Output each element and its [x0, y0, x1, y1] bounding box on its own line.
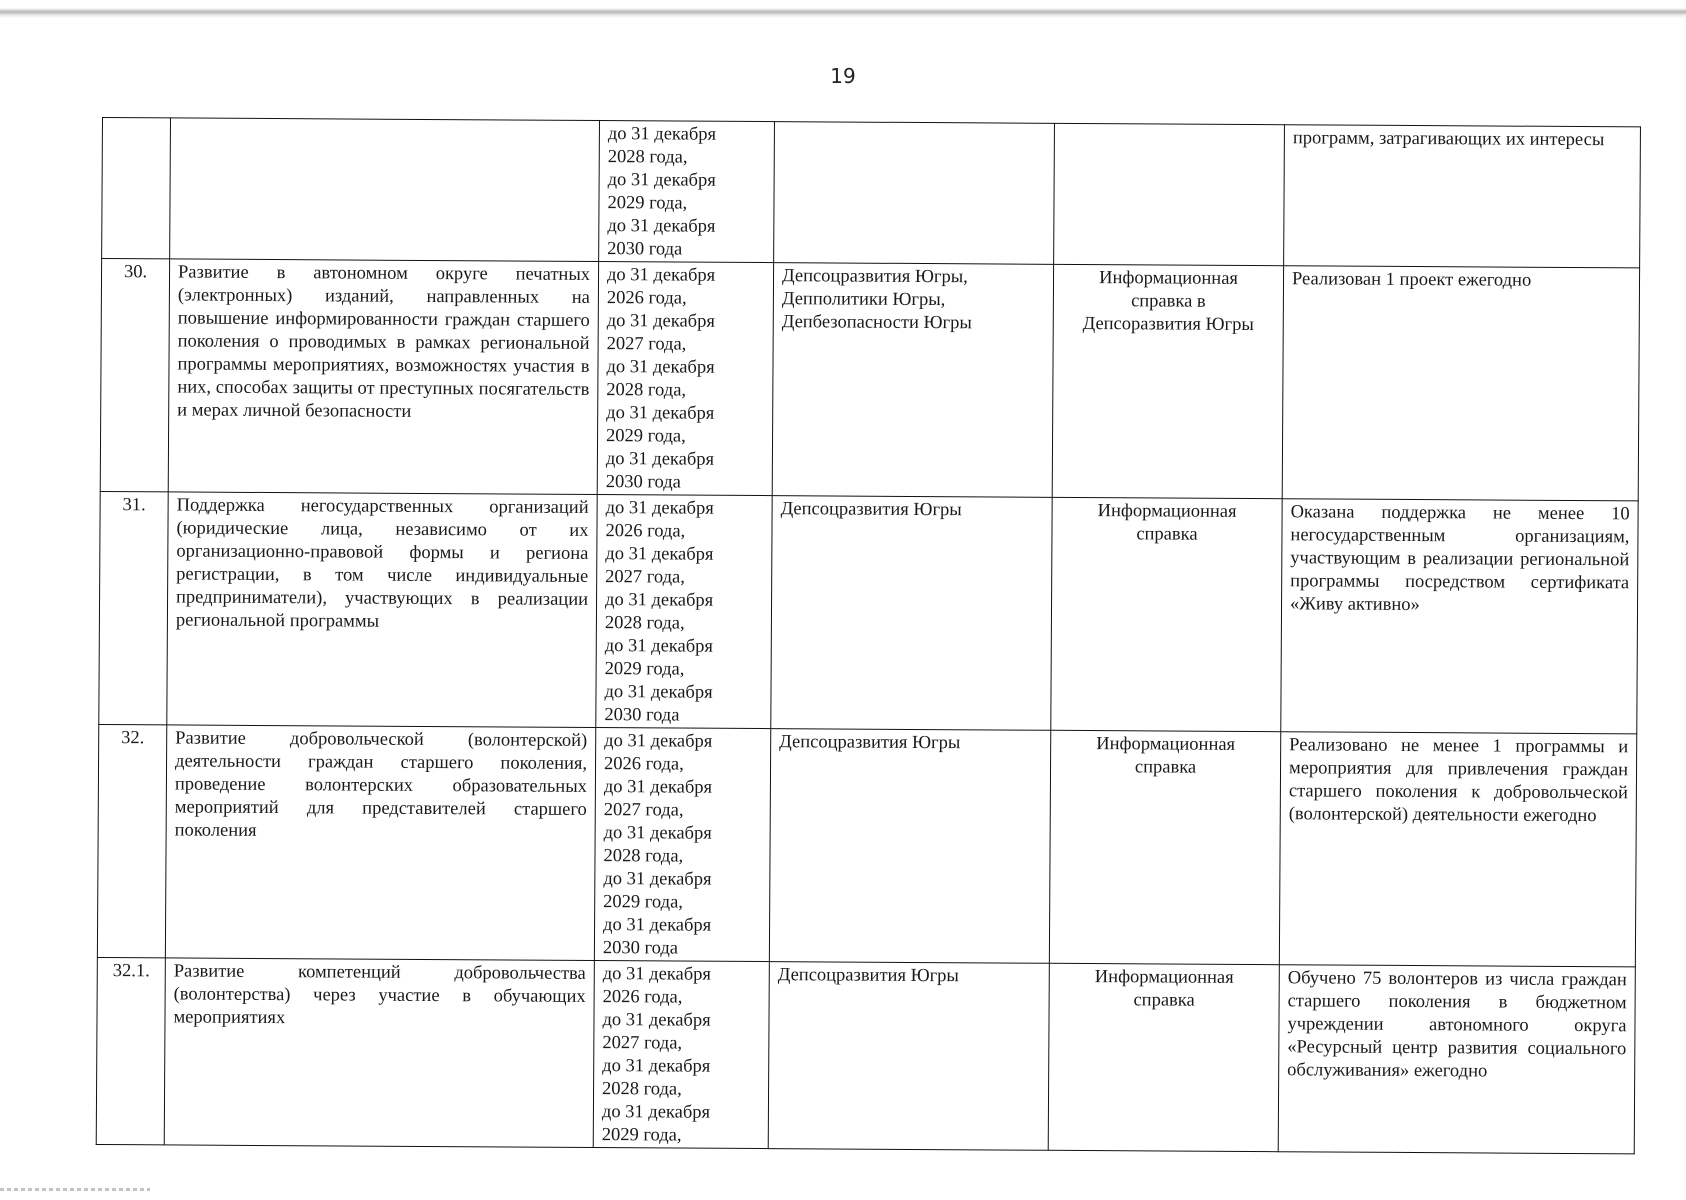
report-form-line: Информационная: [1099, 268, 1239, 289]
result-cell: Обучено 75 волонтеров из числа граждан старшего поколения в бюджетном учреждении автономного округа «Ресурсный центр развития социального обслуживания» ежегодно: [1278, 965, 1635, 1154]
deadline-line: до 31 декабря: [606, 357, 715, 378]
result-cell: Оказана поддержка не менее 10 негосударственным организациям, участвующим в реализации региональной программы посредством сертификата «Живу активно»: [1281, 499, 1638, 734]
row-number-cell: 30.: [100, 259, 169, 492]
deadline-cell: [599, 121, 775, 263]
activity-name-cell: Развитие в автономном округе печатных (электронных) изданий, направленных на повышение информированности граждан старшего поколения о проводимых в рамках региональной программы мероприятиях, возможностях участия в них, способах защиты от преступных посягательств и мерах личной безопасности: [168, 259, 598, 495]
result-cell: Реализовано не менее 1 программы и мероприятия для привлечения граждан старшего поколения к добровольческой (волонтерской) деятельности ежегодно: [1279, 732, 1636, 967]
table-row: [99, 491, 1638, 733]
deadline-line: до 31 декабря: [603, 823, 712, 844]
deadline-line: до 31 декабря: [607, 124, 717, 145]
report-form-line: справка: [1134, 757, 1197, 778]
activity-name-cell: [170, 118, 600, 262]
deadline-line: до 31 декабря: [604, 731, 713, 752]
scan-bottom-mark: [0, 1188, 150, 1191]
executor-line: Депбезопасности Югры: [781, 312, 972, 334]
executor-line: Депсоцразвития Югры: [777, 965, 959, 987]
executor-line: Депсоцразвития Югры: [779, 732, 961, 754]
deadline-line: до 31 декабря: [606, 265, 716, 286]
result-cell: программ, затрагивающих их интересы: [1284, 125, 1641, 268]
report-form-line: справка: [1133, 990, 1195, 1011]
deadline-line: 2029 года,: [607, 193, 688, 214]
result-cell: Реализован 1 проект ежегодно: [1282, 266, 1639, 501]
deadline-line: до 31 декабря: [605, 498, 714, 519]
executor-cell: [771, 496, 1052, 731]
deadline-line: 2027 года,: [602, 1033, 683, 1054]
report-form-line: Информационная: [1096, 734, 1236, 755]
executor-line: Депсоцразвития Югры: [780, 499, 962, 521]
deadline-cell: [594, 728, 770, 962]
table-row-continuation: [102, 118, 1641, 268]
report-form-cell: [1054, 123, 1285, 265]
deadline-line: 2027 года,: [603, 800, 684, 821]
table-row: [97, 724, 1636, 966]
deadline-line: 2027 года,: [605, 567, 685, 588]
activity-name-cell: Поддержка негосударственных организаций (юридические лица, независимо от их организационно-правовой формы и региона регистрации, в том числе индивидуальные предприниматели), участвующих в реализации региональной программы: [167, 492, 597, 728]
deadline-line: 2029 года,: [601, 1125, 682, 1146]
deadline-line: 2026 года,: [603, 754, 684, 775]
activity-name-cell: Развитие добровольческой (волонтерской) деятельности граждан старшего поколения, проведение волонтерских образовательных мероприятий для представителей старшего поколения: [165, 725, 595, 961]
deadline-line: 2029 года,: [605, 426, 686, 447]
table-row: [100, 259, 1639, 501]
deadline-line: 2028 года,: [603, 846, 684, 867]
deadline-line: до 31 декабря: [607, 216, 716, 237]
deadline-cell: [597, 262, 773, 496]
executor-cell: [772, 263, 1053, 498]
deadline-line: до 31 декабря: [603, 869, 712, 890]
table-row: [96, 957, 1635, 1153]
report-form-line: справка: [1136, 524, 1198, 545]
deadline-line: 2028 года,: [607, 147, 688, 168]
deadline-line: 2030 года: [607, 239, 683, 260]
deadline-line: 2030 года: [605, 472, 681, 493]
row-number-cell: 32.: [97, 724, 166, 957]
report-form-cell: [1049, 730, 1280, 964]
deadline-line: 2026 года,: [605, 521, 686, 542]
report-form-cell: [1051, 497, 1282, 731]
executor-line: Депсоцразвития Югры,: [781, 266, 968, 288]
deadline-line: до 31 декабря: [602, 964, 711, 985]
deadline-line: до 31 декабря: [604, 682, 713, 703]
executor-line: Депполитики Югры,: [781, 289, 946, 311]
deadline-line: до 31 декабря: [603, 915, 712, 936]
deadline-line: 2030 года: [604, 705, 680, 726]
deadline-line: 2028 года,: [602, 1079, 682, 1100]
row-number-cell: [102, 118, 171, 259]
deadline-line: 2026 года,: [606, 288, 687, 309]
deadline-line: до 31 декабря: [607, 170, 716, 191]
report-form-cell: [1052, 264, 1283, 498]
deadline-cell: [593, 961, 769, 1149]
executor-cell: [769, 729, 1050, 964]
deadline-line: до 31 декабря: [606, 403, 715, 424]
activity-name-cell: Развитие компетенций добровольчества (волонтерства) через участие в обучающих мероприятиях: [164, 958, 594, 1148]
report-form-line: Информационная: [1097, 501, 1237, 522]
page-number: 19: [830, 64, 856, 88]
report-form-line: справка в: [1131, 291, 1206, 312]
executor-cell: [768, 962, 1049, 1151]
deadline-line: до 31 декабря: [604, 590, 714, 611]
deadline-line: до 31 декабря: [602, 1010, 711, 1031]
deadline-line: до 31 декабря: [605, 544, 714, 565]
deadline-line: 2029 года,: [604, 659, 685, 680]
deadline-line: 2028 года,: [604, 613, 685, 634]
activities-table: [96, 117, 1641, 1154]
report-form-line: Депсоразвития Югры: [1082, 313, 1254, 336]
deadline-line: до 31 декабря: [602, 1056, 711, 1077]
deadline-line: 2027 года,: [606, 334, 687, 355]
row-number-cell: 32.1.: [96, 957, 165, 1144]
deadline-line: до 31 декабря: [603, 777, 713, 798]
row-number-cell: 31.: [99, 491, 168, 724]
deadline-line: до 31 декабря: [606, 311, 715, 332]
deadline-cell: [596, 495, 772, 729]
report-form-cell: [1048, 963, 1279, 1151]
deadline-line: 2026 года,: [602, 987, 683, 1008]
deadline-line: до 31 декабря: [604, 636, 713, 657]
report-form-line: Информационная: [1094, 967, 1234, 988]
deadline-line: 2029 года,: [603, 892, 683, 913]
deadline-line: 2030 года: [602, 938, 679, 959]
scan-top-edge: [0, 8, 1686, 18]
executor-cell: [774, 122, 1055, 265]
deadline-line: 2028 года,: [606, 380, 687, 401]
deadline-line: до 31 декабря: [601, 1102, 711, 1123]
deadline-line: до 31 декабря: [605, 449, 715, 470]
